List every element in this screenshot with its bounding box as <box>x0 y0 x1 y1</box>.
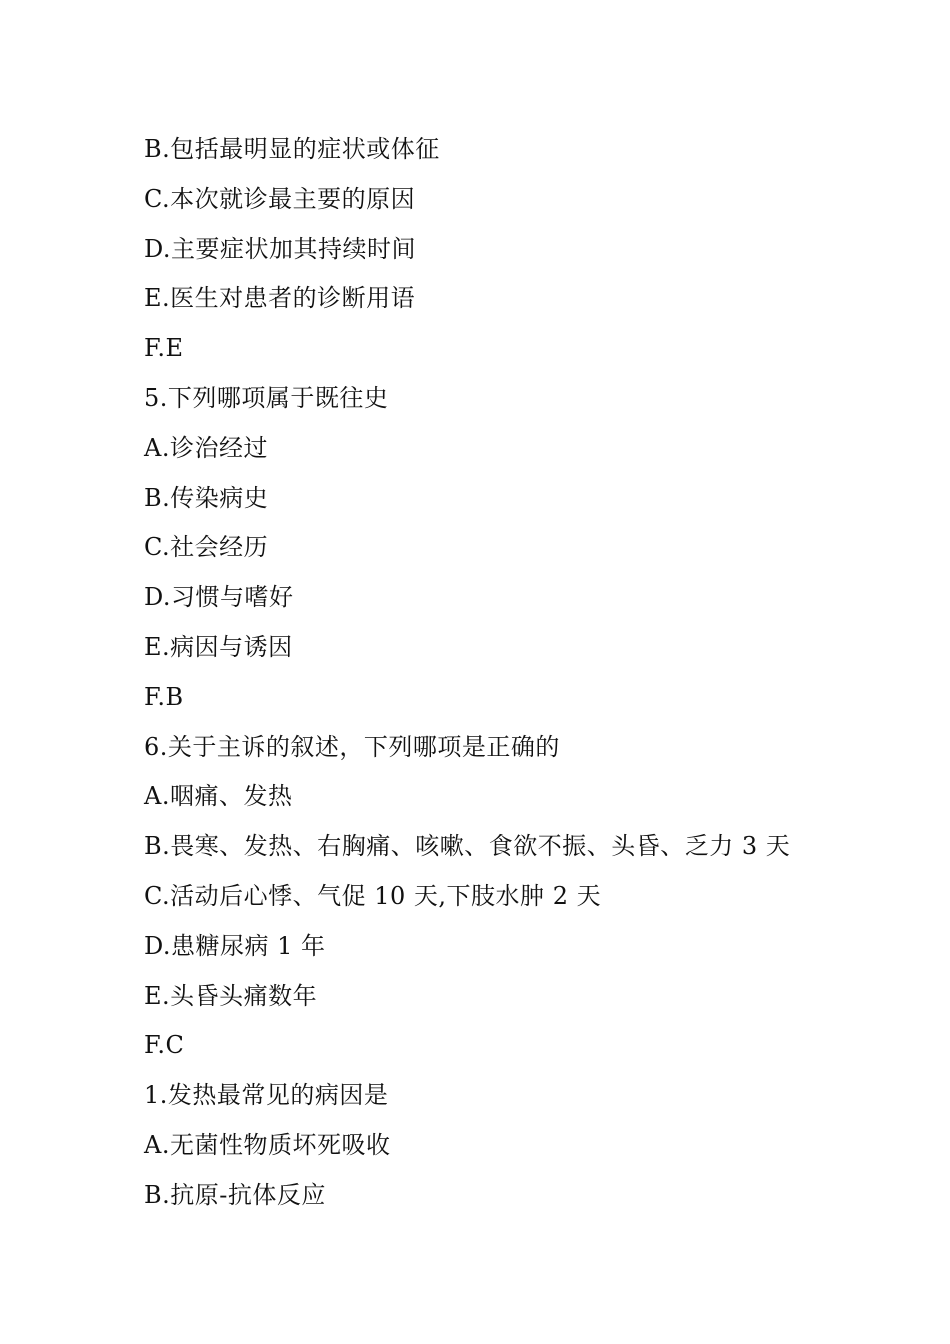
text-line: D.主要症状加其持续时间 <box>144 234 417 263</box>
text-line: C.本次就诊最主要的原因 <box>144 184 416 213</box>
document-body <box>144 130 904 1226</box>
text-line: B.抗原-抗体反应 <box>144 1180 326 1209</box>
text-line: C.社会经历 <box>144 533 269 562</box>
text-line: E.头昏头痛数年 <box>144 981 318 1010</box>
answer-line: F.E <box>144 334 184 363</box>
text-line: A.无菌性物质坏死吸收 <box>144 1130 391 1159</box>
text-line: B.包括最明显的症状或体征 <box>144 135 440 163</box>
text-line: B.畏寒、发热、右胸痛、咳嗽、食欲不振、头昏、乏力 3 天 <box>144 832 791 861</box>
answer-line: F.B <box>144 682 184 711</box>
text-line: E.病因与诱因 <box>144 632 293 661</box>
text-line: A.诊治经过 <box>144 433 268 462</box>
text-line: A.咽痛、发热 <box>144 782 293 811</box>
question-line: 5.下列哪项属于既往史 <box>144 383 389 412</box>
text-line: D.患糖尿病 1 年 <box>144 931 326 960</box>
text-line: C.活动后心悸、气促 10 天,下肢水肿 2 天 <box>144 881 602 910</box>
question-line: 6.关于主诉的叙述，下列哪项是正确的 <box>144 732 560 761</box>
text-line: D.习惯与嗜好 <box>144 583 294 612</box>
question-line: 1.发热最常见的病因是 <box>144 1081 389 1110</box>
answer-line: F.C <box>144 1031 185 1060</box>
text-line: E.医生对患者的诊断用语 <box>144 284 416 313</box>
text-line: B.传染病史 <box>144 483 269 512</box>
